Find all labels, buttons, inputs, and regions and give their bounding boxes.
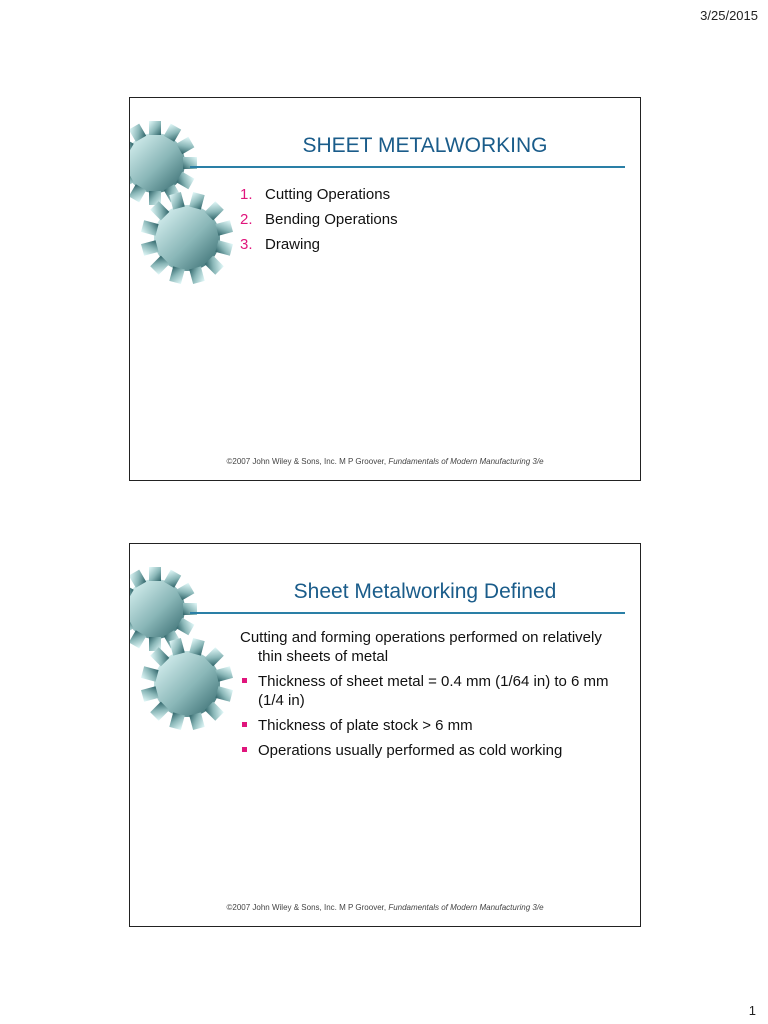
bullet-icon [242,722,247,727]
list-item: 1. Cutting Operations [240,186,391,203]
bullet-icon [242,678,247,683]
bullet-icon [242,747,247,752]
list-item: 3. Drawing [240,236,321,253]
title-underline [190,612,625,614]
list-item: Operations usually performed as cold working [240,741,625,760]
gears-icon [130,564,240,734]
slide-title: SHEET METALWORKING [302,134,548,157]
gears-icon [130,118,240,288]
slide-body [240,628,625,766]
slide-title: Sheet Metalworking Defined [293,580,557,603]
slide-footer: ©2007 John Wiley & Sons, Inc. M P Groover, Fundamentals of Modern Manufacturing 3/e [226,903,544,912]
page-date: 3/25/2015 [700,8,758,23]
intro-text: Cutting and forming operations performed on relatively thin sheets of metal [240,629,602,665]
slide-2 [129,543,641,927]
title-underline [190,166,625,168]
bullet-list [240,672,625,760]
list-item: Thickness of plate stock > 6 mm [240,716,625,735]
slide-1 [129,97,641,481]
page-number: 1 [748,1003,756,1018]
list-item: 2. Bending Operations [240,211,398,228]
list-item: Thickness of sheet metal = 0.4 mm (1/64 in) to 6 mm (1/4 in) [240,672,625,710]
numbered-list [240,182,398,257]
slide-footer: ©2007 John Wiley & Sons, Inc. M P Groover, Fundamentals of Modern Manufacturing 3/e [226,457,544,466]
